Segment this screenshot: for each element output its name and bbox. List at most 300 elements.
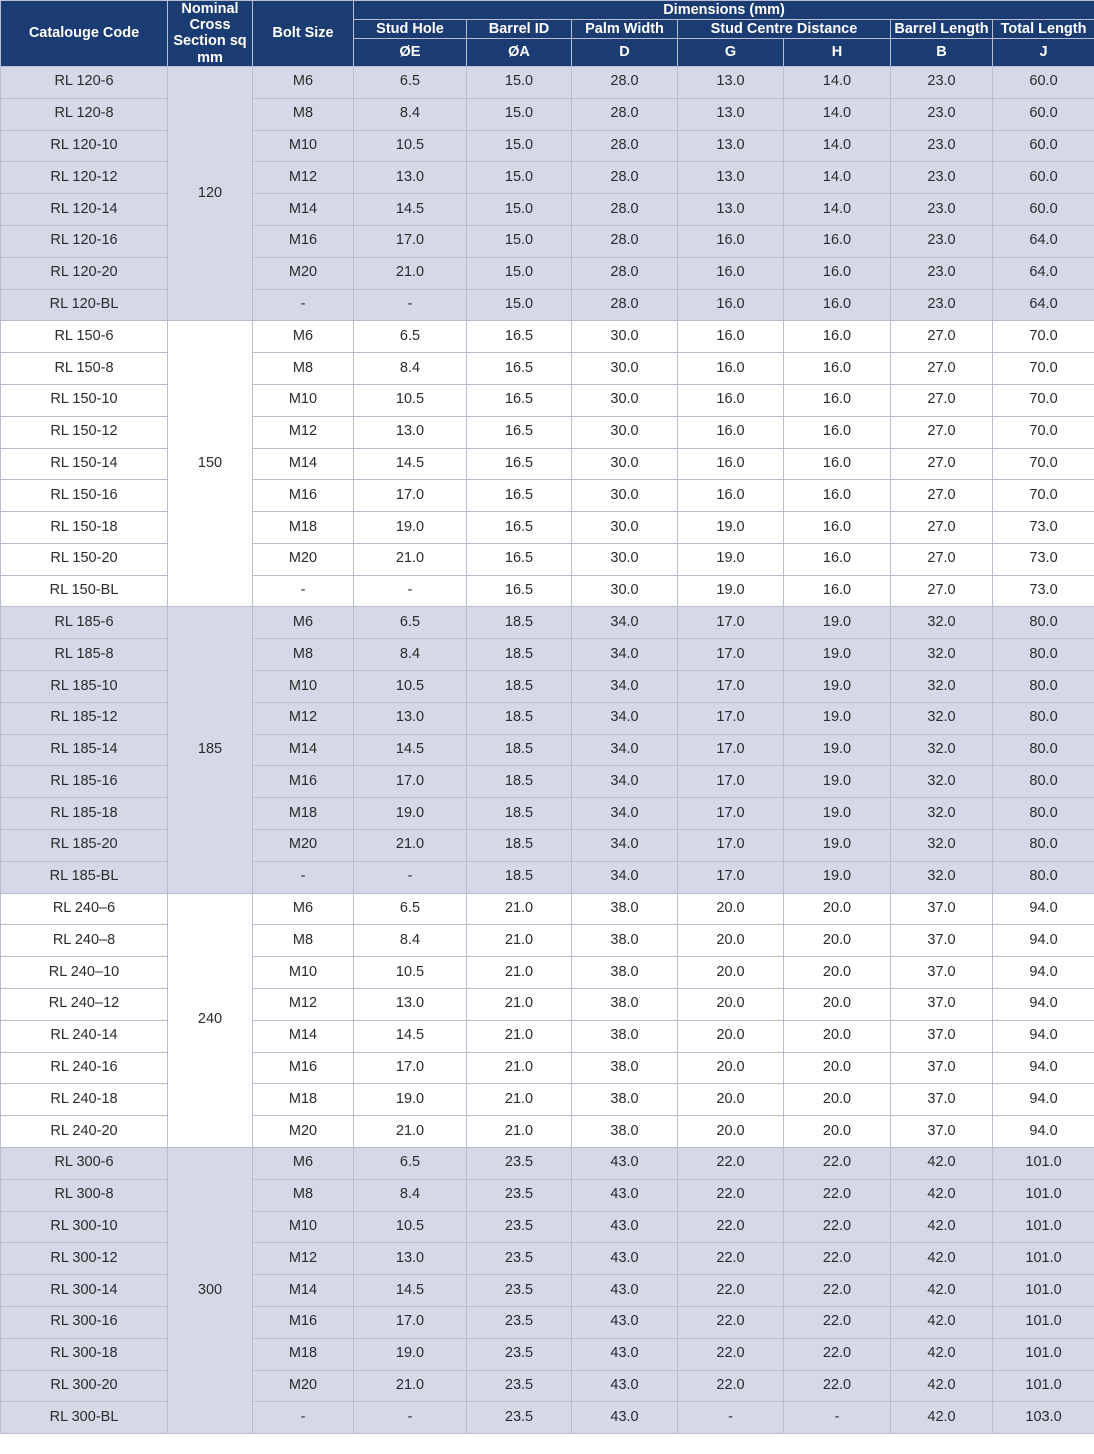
table-row: [1, 1020, 1094, 1052]
table-row: [1, 130, 1094, 162]
cell-stud-hole: 10.5: [354, 384, 467, 416]
cell-stud-centre-g: 20.0: [678, 893, 784, 925]
cell-stud-centre-g: 22.0: [678, 1211, 784, 1243]
cell-stud-hole: 13.0: [354, 1243, 467, 1275]
cell-palm-width: 34.0: [572, 830, 678, 862]
cell-bolt-size: M18: [253, 1338, 354, 1370]
table-row: [1, 448, 1094, 480]
cell-barrel-id: 21.0: [467, 925, 572, 957]
cell-barrel-length: 42.0: [891, 1148, 993, 1180]
cell-total-length: 80.0: [993, 671, 1094, 703]
cell-stud-hole: 19.0: [354, 1084, 467, 1116]
cell-catalogue-code: RL 240-20: [1, 1116, 168, 1148]
cell-barrel-length: 37.0: [891, 1020, 993, 1052]
cell-stud-centre-h: 16.0: [784, 257, 891, 289]
cell-stud-hole: 13.0: [354, 162, 467, 194]
cell-catalogue-code: RL 150-18: [1, 512, 168, 544]
cell-stud-centre-h: 20.0: [784, 989, 891, 1021]
cell-barrel-length: 37.0: [891, 957, 993, 989]
table-row: [1, 798, 1094, 830]
cell-barrel-length: 27.0: [891, 512, 993, 544]
cell-barrel-length: 37.0: [891, 1084, 993, 1116]
cell-catalogue-code: RL 240-16: [1, 1052, 168, 1084]
cell-palm-width: 28.0: [572, 162, 678, 194]
cell-barrel-length: 42.0: [891, 1307, 993, 1339]
cell-stud-centre-g: 17.0: [678, 861, 784, 893]
cell-stud-centre-g: 17.0: [678, 671, 784, 703]
table-row: [1, 353, 1094, 385]
cell-total-length: 103.0: [993, 1402, 1094, 1434]
cell-barrel-length: 27.0: [891, 353, 993, 385]
cell-barrel-id: 15.0: [467, 289, 572, 321]
cell-stud-hole: 8.4: [354, 639, 467, 671]
cell-bolt-size: -: [253, 289, 354, 321]
cell-barrel-id: 23.5: [467, 1211, 572, 1243]
cell-barrel-length: 27.0: [891, 480, 993, 512]
cell-catalogue-code: RL 240–12: [1, 989, 168, 1021]
cell-barrel-length: 23.0: [891, 66, 993, 98]
header-nominal-cross-section: Nominal Cross Section sq mm: [168, 1, 253, 67]
cell-stud-hole: 21.0: [354, 830, 467, 862]
cell-barrel-length: 42.0: [891, 1402, 993, 1434]
cell-total-length: 70.0: [993, 321, 1094, 353]
cell-bolt-size: M12: [253, 162, 354, 194]
cell-bolt-size: M10: [253, 384, 354, 416]
table-row: [1, 1211, 1094, 1243]
cell-stud-centre-g: 17.0: [678, 734, 784, 766]
table-row: [1, 225, 1094, 257]
cell-stud-centre-g: 22.0: [678, 1148, 784, 1180]
header-stud-hole: Stud Hole: [354, 20, 467, 39]
cell-barrel-id: 16.5: [467, 543, 572, 575]
header-symbol-barrel-id: ØA: [467, 39, 572, 67]
cell-total-length: 80.0: [993, 830, 1094, 862]
cell-total-length: 94.0: [993, 957, 1094, 989]
cell-barrel-length: 32.0: [891, 766, 993, 798]
cell-barrel-id: 23.5: [467, 1275, 572, 1307]
header-symbol-g: G: [678, 39, 784, 67]
table-row: [1, 162, 1094, 194]
cell-catalogue-code: RL 120-8: [1, 98, 168, 130]
cell-stud-centre-g: 16.0: [678, 257, 784, 289]
cell-total-length: 94.0: [993, 1116, 1094, 1148]
cell-catalogue-code: RL 185-16: [1, 766, 168, 798]
cell-palm-width: 30.0: [572, 321, 678, 353]
cell-total-length: 101.0: [993, 1179, 1094, 1211]
cell-palm-width: 38.0: [572, 1052, 678, 1084]
header-dimensions-group: Dimensions (mm): [354, 1, 1094, 20]
cell-palm-width: 28.0: [572, 289, 678, 321]
cell-palm-width: 30.0: [572, 543, 678, 575]
table-row: [1, 1179, 1094, 1211]
cell-bolt-size: M12: [253, 416, 354, 448]
cell-barrel-id: 23.5: [467, 1243, 572, 1275]
cell-catalogue-code: RL 120-10: [1, 130, 168, 162]
cell-palm-width: 38.0: [572, 1084, 678, 1116]
cell-bolt-size: M10: [253, 957, 354, 989]
header-symbol-barrel-length: B: [891, 39, 993, 67]
cell-barrel-id: 18.5: [467, 766, 572, 798]
cell-catalogue-code: RL 300-6: [1, 1148, 168, 1180]
header-symbol-stud-hole: ØE: [354, 39, 467, 67]
cell-catalogue-code: RL 300-20: [1, 1370, 168, 1402]
cell-stud-centre-g: 19.0: [678, 543, 784, 575]
cell-palm-width: 43.0: [572, 1370, 678, 1402]
cell-total-length: 60.0: [993, 66, 1094, 98]
cell-stud-centre-g: 19.0: [678, 512, 784, 544]
cell-catalogue-code: RL 300-BL: [1, 1402, 168, 1434]
cell-stud-hole: 14.5: [354, 1275, 467, 1307]
cell-bolt-size: M14: [253, 1275, 354, 1307]
cell-bolt-size: M6: [253, 607, 354, 639]
cell-catalogue-code: RL 150-14: [1, 448, 168, 480]
table-body: [1, 66, 1094, 1433]
cell-stud-centre-h: 16.0: [784, 384, 891, 416]
cell-stud-hole: 19.0: [354, 512, 467, 544]
cell-bolt-size: M14: [253, 448, 354, 480]
cell-barrel-id: 15.0: [467, 162, 572, 194]
cell-stud-centre-h: 22.0: [784, 1338, 891, 1370]
cell-stud-hole: 17.0: [354, 225, 467, 257]
cell-palm-width: 30.0: [572, 353, 678, 385]
table-row: [1, 607, 1094, 639]
cell-total-length: 101.0: [993, 1370, 1094, 1402]
cell-bolt-size: M8: [253, 639, 354, 671]
cell-palm-width: 34.0: [572, 639, 678, 671]
cell-catalogue-code: RL 185-6: [1, 607, 168, 639]
cell-stud-centre-g: 17.0: [678, 639, 784, 671]
cell-stud-hole: 13.0: [354, 416, 467, 448]
cell-nominal-cross-section: 300: [168, 1148, 253, 1434]
cell-stud-hole: 21.0: [354, 1370, 467, 1402]
cell-total-length: 73.0: [993, 575, 1094, 607]
cell-stud-centre-g: 17.0: [678, 798, 784, 830]
cell-barrel-length: 27.0: [891, 416, 993, 448]
cell-stud-hole: -: [354, 1402, 467, 1434]
table-row: [1, 734, 1094, 766]
cell-stud-centre-h: 16.0: [784, 353, 891, 385]
cell-bolt-size: M14: [253, 1020, 354, 1052]
cell-total-length: 94.0: [993, 1084, 1094, 1116]
table-row: [1, 1338, 1094, 1370]
cell-barrel-length: 32.0: [891, 830, 993, 862]
table-row: [1, 989, 1094, 1021]
cell-barrel-id: 21.0: [467, 957, 572, 989]
cell-palm-width: 43.0: [572, 1275, 678, 1307]
table-row: [1, 1370, 1094, 1402]
cell-bolt-size: M14: [253, 194, 354, 226]
header-symbol-total-length: J: [993, 39, 1094, 67]
cell-stud-centre-g: 13.0: [678, 98, 784, 130]
cell-catalogue-code: RL 185-BL: [1, 861, 168, 893]
cell-bolt-size: M8: [253, 1179, 354, 1211]
cell-total-length: 64.0: [993, 257, 1094, 289]
cell-stud-centre-g: 17.0: [678, 830, 784, 862]
cell-bolt-size: M10: [253, 1211, 354, 1243]
cell-catalogue-code: RL 185-12: [1, 702, 168, 734]
cell-stud-hole: 13.0: [354, 989, 467, 1021]
cell-stud-centre-g: 16.0: [678, 225, 784, 257]
cell-total-length: 70.0: [993, 384, 1094, 416]
cell-catalogue-code: RL 185-20: [1, 830, 168, 862]
header-total-length: Total Length: [993, 20, 1094, 39]
cell-catalogue-code: RL 150-12: [1, 416, 168, 448]
cell-stud-centre-h: 19.0: [784, 607, 891, 639]
header-palm-width: Palm Width: [572, 20, 678, 39]
cell-palm-width: 28.0: [572, 257, 678, 289]
table-row: [1, 512, 1094, 544]
cell-stud-hole: -: [354, 289, 467, 321]
cell-bolt-size: M16: [253, 1052, 354, 1084]
cell-barrel-id: 21.0: [467, 1020, 572, 1052]
cell-stud-centre-g: 17.0: [678, 702, 784, 734]
table-row: [1, 480, 1094, 512]
cell-stud-centre-h: 22.0: [784, 1243, 891, 1275]
table-row: [1, 416, 1094, 448]
cell-barrel-length: 32.0: [891, 671, 993, 703]
cell-total-length: 94.0: [993, 893, 1094, 925]
cell-barrel-length: 23.0: [891, 225, 993, 257]
cell-palm-width: 38.0: [572, 989, 678, 1021]
cell-stud-centre-h: 16.0: [784, 512, 891, 544]
cell-palm-width: 43.0: [572, 1179, 678, 1211]
cell-stud-centre-g: 16.0: [678, 353, 784, 385]
cell-bolt-size: M16: [253, 225, 354, 257]
cell-stud-centre-g: 20.0: [678, 1084, 784, 1116]
cell-stud-hole: 17.0: [354, 1307, 467, 1339]
cell-stud-centre-h: 16.0: [784, 321, 891, 353]
cell-total-length: 70.0: [993, 353, 1094, 385]
cell-total-length: 80.0: [993, 639, 1094, 671]
cell-barrel-id: 16.5: [467, 448, 572, 480]
table-row: [1, 1243, 1094, 1275]
table-row: [1, 1275, 1094, 1307]
cell-stud-centre-g: 16.0: [678, 289, 784, 321]
cell-barrel-id: 23.5: [467, 1148, 572, 1180]
cell-catalogue-code: RL 120-16: [1, 225, 168, 257]
cell-stud-hole: 19.0: [354, 798, 467, 830]
cell-total-length: 60.0: [993, 162, 1094, 194]
cell-barrel-length: 37.0: [891, 1116, 993, 1148]
cell-palm-width: 28.0: [572, 225, 678, 257]
cell-bolt-size: M6: [253, 66, 354, 98]
cell-total-length: 94.0: [993, 1052, 1094, 1084]
cell-stud-centre-g: 13.0: [678, 66, 784, 98]
cell-palm-width: 43.0: [572, 1148, 678, 1180]
cell-barrel-id: 15.0: [467, 66, 572, 98]
cell-stud-centre-g: 16.0: [678, 448, 784, 480]
table-row: [1, 671, 1094, 703]
cell-stud-hole: 17.0: [354, 766, 467, 798]
cell-palm-width: 34.0: [572, 671, 678, 703]
cell-catalogue-code: RL 185-10: [1, 671, 168, 703]
cell-stud-centre-g: 22.0: [678, 1307, 784, 1339]
cell-barrel-length: 23.0: [891, 130, 993, 162]
cell-stud-hole: 10.5: [354, 130, 467, 162]
cell-total-length: 101.0: [993, 1148, 1094, 1180]
cell-barrel-length: 42.0: [891, 1370, 993, 1402]
cell-stud-centre-g: 22.0: [678, 1243, 784, 1275]
cell-palm-width: 34.0: [572, 734, 678, 766]
cell-barrel-id: 15.0: [467, 194, 572, 226]
table-row: [1, 384, 1094, 416]
cell-total-length: 70.0: [993, 480, 1094, 512]
table-row: [1, 543, 1094, 575]
cell-catalogue-code: RL 300-14: [1, 1275, 168, 1307]
header-catalogue-code: Catalouge Code: [1, 1, 168, 67]
cell-catalogue-code: RL 120-BL: [1, 289, 168, 321]
cell-barrel-id: 15.0: [467, 225, 572, 257]
cell-total-length: 80.0: [993, 607, 1094, 639]
table-row: [1, 1116, 1094, 1148]
cell-barrel-id: 21.0: [467, 989, 572, 1021]
cell-barrel-id: 18.5: [467, 861, 572, 893]
cell-catalogue-code: RL 120-14: [1, 194, 168, 226]
cell-barrel-id: 16.5: [467, 480, 572, 512]
cell-total-length: 64.0: [993, 289, 1094, 321]
cell-barrel-length: 27.0: [891, 575, 993, 607]
cell-bolt-size: M6: [253, 893, 354, 925]
cell-catalogue-code: RL 120-12: [1, 162, 168, 194]
table-row: [1, 702, 1094, 734]
cell-catalogue-code: RL 300-8: [1, 1179, 168, 1211]
cell-stud-centre-h: 20.0: [784, 1020, 891, 1052]
cell-stud-hole: 10.5: [354, 957, 467, 989]
cell-stud-centre-g: 13.0: [678, 130, 784, 162]
cell-palm-width: 38.0: [572, 1116, 678, 1148]
cell-barrel-length: 42.0: [891, 1275, 993, 1307]
header-barrel-id: Barrel ID: [467, 20, 572, 39]
cell-total-length: 73.0: [993, 512, 1094, 544]
table-row: [1, 1402, 1094, 1434]
cell-catalogue-code: RL 240–8: [1, 925, 168, 957]
cell-catalogue-code: RL 240-14: [1, 1020, 168, 1052]
cell-barrel-length: 27.0: [891, 321, 993, 353]
cell-stud-centre-g: 16.0: [678, 384, 784, 416]
cell-palm-width: 43.0: [572, 1402, 678, 1434]
cell-palm-width: 28.0: [572, 98, 678, 130]
cell-palm-width: 30.0: [572, 512, 678, 544]
cell-bolt-size: M16: [253, 1307, 354, 1339]
cell-barrel-id: 16.5: [467, 416, 572, 448]
cell-stud-centre-h: 14.0: [784, 194, 891, 226]
cell-palm-width: 28.0: [572, 194, 678, 226]
cell-catalogue-code: RL 150-20: [1, 543, 168, 575]
cell-barrel-id: 15.0: [467, 130, 572, 162]
cell-bolt-size: M6: [253, 321, 354, 353]
cell-stud-hole: 8.4: [354, 925, 467, 957]
cell-barrel-id: 23.5: [467, 1402, 572, 1434]
cell-stud-hole: 14.5: [354, 448, 467, 480]
table-row: [1, 830, 1094, 862]
cell-stud-hole: 14.5: [354, 734, 467, 766]
cell-stud-hole: 8.4: [354, 353, 467, 385]
cell-barrel-id: 18.5: [467, 639, 572, 671]
cell-bolt-size: M12: [253, 1243, 354, 1275]
table-row: [1, 1084, 1094, 1116]
cell-barrel-length: 23.0: [891, 194, 993, 226]
cell-stud-centre-h: 20.0: [784, 1084, 891, 1116]
cell-total-length: 60.0: [993, 98, 1094, 130]
cell-barrel-id: 18.5: [467, 671, 572, 703]
cell-stud-hole: -: [354, 575, 467, 607]
cell-bolt-size: M16: [253, 766, 354, 798]
cell-barrel-id: 23.5: [467, 1338, 572, 1370]
cell-stud-centre-h: -: [784, 1402, 891, 1434]
cell-barrel-length: 37.0: [891, 893, 993, 925]
cell-bolt-size: M20: [253, 257, 354, 289]
cell-total-length: 101.0: [993, 1275, 1094, 1307]
cell-barrel-id: 18.5: [467, 798, 572, 830]
cell-stud-hole: 6.5: [354, 1148, 467, 1180]
cell-total-length: 80.0: [993, 798, 1094, 830]
cell-total-length: 73.0: [993, 543, 1094, 575]
cell-barrel-id: 15.0: [467, 98, 572, 130]
cell-total-length: 80.0: [993, 702, 1094, 734]
cell-stud-centre-h: 14.0: [784, 162, 891, 194]
cell-stud-centre-g: -: [678, 1402, 784, 1434]
cell-bolt-size: M18: [253, 1084, 354, 1116]
cell-barrel-length: 32.0: [891, 607, 993, 639]
cell-barrel-length: 42.0: [891, 1338, 993, 1370]
cell-stud-centre-g: 19.0: [678, 575, 784, 607]
cell-stud-hole: 21.0: [354, 1116, 467, 1148]
cell-barrel-length: 32.0: [891, 734, 993, 766]
cell-catalogue-code: RL 120-6: [1, 66, 168, 98]
cell-total-length: 94.0: [993, 925, 1094, 957]
cell-palm-width: 30.0: [572, 480, 678, 512]
cell-catalogue-code: RL 185-14: [1, 734, 168, 766]
cell-bolt-size: M8: [253, 925, 354, 957]
cell-catalogue-code: RL 120-20: [1, 257, 168, 289]
cell-stud-centre-h: 19.0: [784, 766, 891, 798]
cell-barrel-length: 42.0: [891, 1179, 993, 1211]
cell-stud-centre-g: 22.0: [678, 1338, 784, 1370]
cell-total-length: 101.0: [993, 1211, 1094, 1243]
cell-catalogue-code: RL 150-8: [1, 353, 168, 385]
cell-catalogue-code: RL 185-18: [1, 798, 168, 830]
cell-stud-centre-g: 17.0: [678, 607, 784, 639]
cell-palm-width: 43.0: [572, 1338, 678, 1370]
cell-catalogue-code: RL 300-16: [1, 1307, 168, 1339]
cell-palm-width: 38.0: [572, 1020, 678, 1052]
cell-stud-centre-h: 16.0: [784, 543, 891, 575]
cell-stud-centre-h: 20.0: [784, 925, 891, 957]
cell-bolt-size: -: [253, 1402, 354, 1434]
header-bolt-size: Bolt Size: [253, 1, 354, 67]
cell-stud-centre-g: 22.0: [678, 1275, 784, 1307]
cell-catalogue-code: RL 300-12: [1, 1243, 168, 1275]
cell-stud-hole: 10.5: [354, 1211, 467, 1243]
cell-stud-centre-h: 14.0: [784, 130, 891, 162]
cell-stud-centre-g: 20.0: [678, 1116, 784, 1148]
cell-bolt-size: M10: [253, 671, 354, 703]
cell-barrel-id: 18.5: [467, 702, 572, 734]
cell-catalogue-code: RL 240–6: [1, 893, 168, 925]
header-barrel-length: Barrel Length: [891, 20, 993, 39]
cell-stud-hole: 19.0: [354, 1338, 467, 1370]
cell-stud-centre-g: 13.0: [678, 162, 784, 194]
cell-barrel-length: 32.0: [891, 861, 993, 893]
cell-stud-centre-h: 14.0: [784, 66, 891, 98]
cell-stud-hole: 6.5: [354, 607, 467, 639]
cell-stud-hole: 8.4: [354, 1179, 467, 1211]
table-row: [1, 194, 1094, 226]
cell-bolt-size: M20: [253, 1370, 354, 1402]
cell-stud-centre-h: 22.0: [784, 1307, 891, 1339]
cell-stud-hole: 21.0: [354, 257, 467, 289]
cell-stud-centre-g: 22.0: [678, 1370, 784, 1402]
